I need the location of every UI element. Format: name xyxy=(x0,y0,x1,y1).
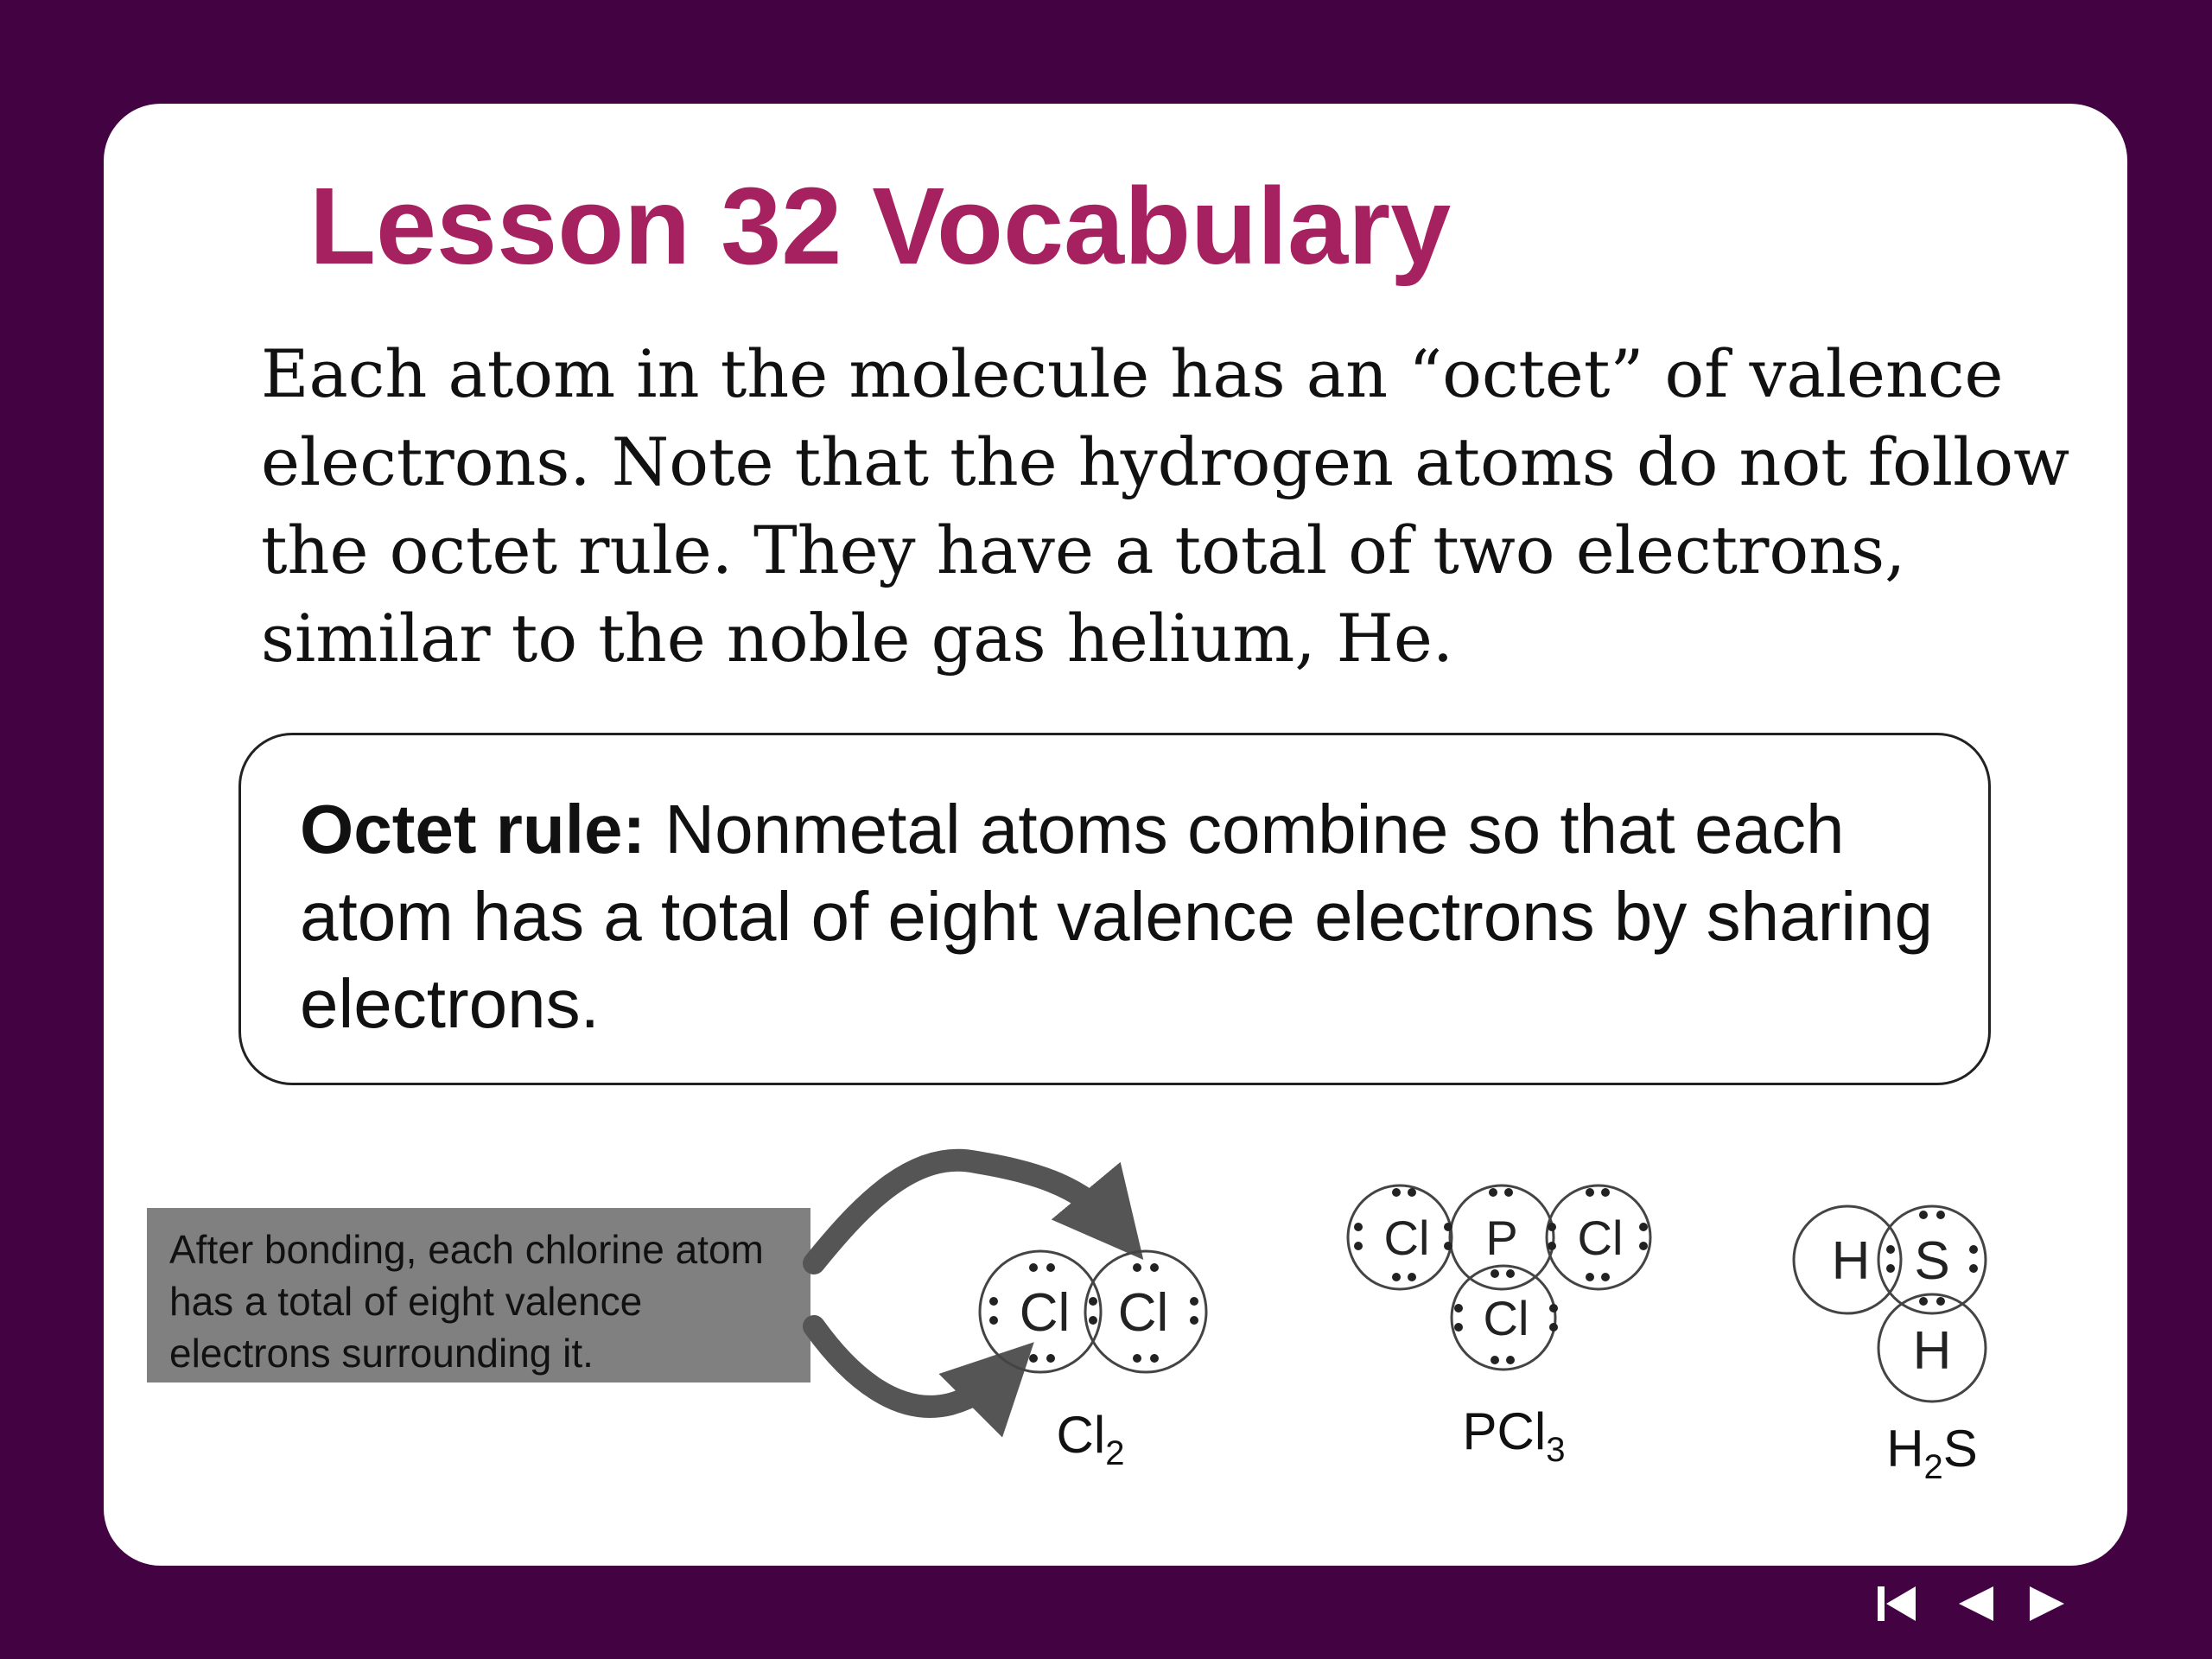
caption-text: After bonding, each chlorine atom has a total of eight valence electrons surrounding it. xyxy=(169,1227,764,1376)
next-slide-button[interactable] xyxy=(2022,1578,2074,1630)
previous-slide-icon xyxy=(1955,1585,1995,1623)
h2s-formula: $H_2S$ xyxy=(1886,1420,1978,1486)
previous-slide-button[interactable] xyxy=(1949,1578,2001,1630)
first-slide-button[interactable] xyxy=(1872,1578,1923,1630)
h2s-s-symbol: S xyxy=(1914,1231,1950,1291)
next-slide-icon xyxy=(2028,1585,2068,1623)
first-slide-icon xyxy=(1876,1585,1919,1623)
definition-body: Nonmetal atoms combine so that each atom has a total of eight valence electrons by sharing electrons. xyxy=(300,791,1933,1042)
h2s-h-bottom-symbol: H xyxy=(1912,1321,1952,1381)
slide-title: Lesson 32 Vocabulary xyxy=(309,165,1452,287)
pcl3-diagram xyxy=(1348,1185,1650,1370)
definition-term: Octet rule: xyxy=(300,791,646,868)
h2s-diagram xyxy=(1794,1206,1986,1402)
h2s-h-top-symbol: H xyxy=(1831,1231,1871,1291)
pcl3-cl-left-symbol: Cl xyxy=(1383,1211,1430,1265)
cl2-atom-1-symbol: Cl xyxy=(1019,1283,1071,1343)
upper-arrow xyxy=(814,1160,1115,1263)
cl2-atom-2-symbol: Cl xyxy=(1117,1283,1169,1343)
lower-arrow xyxy=(814,1326,1002,1407)
pcl3-cl-bottom-symbol: Cl xyxy=(1483,1291,1529,1345)
body-paragraph: Each atom in the molecule has an “octet” of valence electrons. Note that the hydrogen atoms do not follow the octet rule. They have a total of two electrons, similar to the noble gas helium, He. xyxy=(261,335,2070,677)
pcl3-p-symbol: P xyxy=(1485,1211,1518,1265)
cl2-diagram xyxy=(980,1251,1206,1372)
cl2-formula: $Cl_2$ xyxy=(1056,1406,1125,1472)
pcl3-formula: PCl$_3$ xyxy=(1462,1402,1566,1469)
pcl3-cl-right-symbol: Cl xyxy=(1577,1211,1624,1265)
